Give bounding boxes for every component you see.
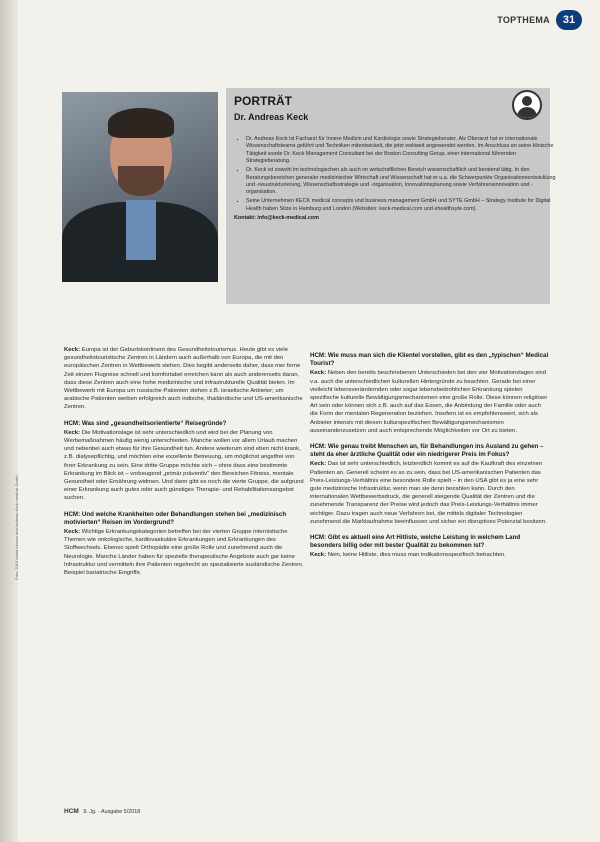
interview-answer [310, 551, 550, 559]
speaker-label: Keck: [310, 370, 327, 377]
page-header [497, 10, 582, 30]
section-label: TOPTHEMA [497, 15, 550, 25]
answer-text: Neben den bereits beschriebenen Unterschieden bei den vier Motivationslagen sind v.a. auch die unterschiedlichen kulturellen Hintergründe zu beachten. Gerade bei einer vielleicht lebensverändernden oder sogar lebensbedrohlichen Erkrankung spielen spezifische kulturelle Bewältigungsmechanismen eine große Rolle. Diese können religiöser Art sein oder können sich z.B. auch auf das Essen, die Anbindung der Familie oder auch die Form der mentalen Regeneration beziehen. Insofern ist es empfehlenswert, sich als Anbieter intensiv mit diesen kulturspezifischen Bewältigungsmechanismen auseinanderzusetzen und auch entsprechende Möglichkeiten vor Ort zu bieten. [310, 370, 548, 434]
answer-text: Das ist sehr unterschiedlich, letztendlich kommt es auf die Kaufkraft des einzelnen Patienten an. Generell scheint es so zu sein, dass bei US-amerikanischen Patienten das Preis-Leistungs-Verhältnis eine besondere Rolle spielt – in den USA gibt es ja eine sehr gute medizinische Infrastruktur, wenn man sie denn bezahlen kann. Durch den internationalen Wettbewerbsdruck, die generell steigende Qualität der Zentren und die zunehmende Transparenz der Preise wird jedoch das Preis-Leistungs-Verhältnis immer wichtiger. Dazu tragen auch neue Verfahren bei, die mittels digitaler Technologien zunehmend die Marktaufnahme beeinflussen und sicher ein disruptives Potenzial besitzen. [310, 461, 547, 525]
interview-question: HCM: Was sind „gesundheitsorientierte“ Reisegründe? [64, 419, 227, 427]
interview-question: HCM: Wie genau treibt Menschen an, für Behandlungen ins Ausland zu gehen – steht da eher ärztliche Qualität oder ein niedrigerer Preis im Fokus? [310, 443, 544, 459]
interview-answer [310, 460, 550, 526]
portrait-photo [62, 92, 218, 282]
bio-item: ▪ Dr. Andreas Keck ist Facharzt für Innere Medizin und Kardiologie sowie Strategieberater. Als Oberarzt hat er internationale Wissenschaftsteams geführt und Techniken mitentwickelt, die jetzt weltweit angewendet werden. Im Anschluss an seine klinische Tätigkeit wurde Dr. Keck Management Consultant bei der Boston Consulting Group, einer international führenden Strategieberatung. [246, 136, 556, 166]
bio-item: ▪ Seine Unternehmen KECK medical concepts und business management GmbH und SYTE GmbH – Strategy Institute for Digital Health haben Sitze in Hamburg und London (Websites: keck-medical.com und ehealthsyte.com). [246, 198, 556, 213]
speaker-label: Keck: [310, 552, 327, 559]
footer-brand: HCM [64, 808, 79, 815]
portrait-name: Dr. Andreas Keck [234, 112, 309, 122]
speaker-label: Keck: [64, 529, 81, 536]
interview-answer [310, 369, 550, 435]
footer-issue: 9. Jg. · Ausgabe 5/2018 [83, 809, 141, 815]
article-left-column [64, 346, 304, 585]
bio-contact: Kontakt: info@keck-medical.com [234, 214, 319, 221]
interview-question: HCM: Wie muss man sich die Klientel vorstellen, gibt es den „typischen“ Medical Tourist? [310, 352, 549, 368]
photo-beard-shape [118, 166, 164, 196]
answer-text: Europa ist der Geburtskontinent des Gesundheitstourismus. Heute gibt es viele gesundheitstouristische Zentren in Ländern auch außerhalb von Europa, die mit den europäischen Zentren in Wettbewerb stehen. Dies begibt anderseits daher, dass mer ferne Zeit einzen Flugreise schnell und komfortabel erreichen kann als auch andererseits daran, dass diese Zentren auch eine hohe medizinische und infrastrukturelle Qualität bieten. Im Wettbewerb mit Europa um russische Patienten stehen z.B. israelische Anbieter; um arabische Patienten werben erfolgreich auch indische, thailändische und US-amerikanische Zentren. [64, 347, 303, 411]
photo-shirt-shape [126, 200, 156, 260]
answer-text: Wichtige Erkrankungskategorien betreffen bei der vierten Gruppe internistische Themen wie onkologische, kardiovaskuläre Erkrankungen und Erkrankungen des Stoffwechsels. Ebenso spielt Orthopädie eine große Rolle und zunehmend auch die Neurologie. Manche Länder haben für spezielle therapeutische Angebote auch gar keine Infrastruktur und vermitteln ihre Patienten regelrecht an spezialisierte ausländische Zentren. Beispiel bariatrische Eingriffe. [64, 529, 304, 577]
speaker-label: Keck: [310, 461, 327, 468]
answer-text: Nein, keine Hitliste, dies muss man indikationsspezifisch betrachten. [327, 552, 506, 559]
interview-answer [64, 528, 304, 577]
portrait-box [226, 88, 556, 304]
page-footer [64, 808, 140, 815]
page-number-badge: 31 [556, 10, 582, 30]
speaker-label: Keck: [64, 429, 81, 436]
person-icon [512, 90, 542, 120]
speaker-label: Keck: [64, 347, 81, 353]
article-right-column [310, 346, 550, 568]
interview-question: HCM: Und welche Krankheiten oder Behandlungen stehen bei „medizinisch motivierten“ Reisen im Vordergrund? [64, 510, 287, 526]
interview-answer [64, 346, 304, 412]
photo-credit: Foto: 2016 Astrid Ahrens und Andreas Keck medical GmbH [14, 475, 19, 580]
photo-hair-shape [108, 108, 174, 138]
answer-text: Die Motivationslage ist sehr unterschiedlich und wird bei der Planung von Werbemaßnahmen häufig wenig unterschieden. Manche wollen vor allem Urlaub machen und nebenbei auch etwas für ihre Gesundheit tun. Andere wiederum sind eben nicht krank, z.B. dialysepflichtig, und möchten eine exzellente Betreuung, um möglichst angstfrei von ihrer Erkrankung zu sein. Eine dritte Gruppe möchte sich – ohne dass eine bestimmte Erkrankung im Blick ist – vorbeugend „primär präventiv“ den Bereichen Fitness, mentale Gesundheit oder Ernährung widmen. Und dann gibt es noch die vierte Gruppe, die aufgrund einer Erkrankung auch gutes oder auch günstiges Therapie- und Rehabilitationsangebot suchen. [64, 429, 304, 502]
bio-list [234, 136, 556, 223]
bio-item: ▪ Dr. Keck ist sowohl im technologischen als auch im wirtschaftlichen Bereich wissenschaftlich und beratend tätig. In den Beratungsbereichen generaler medizinischer Wirtschaft und Wissenschaft hat er u.a. die Schwerpunkte Organisationsentwicklung und -neustrukturierung, Wissenschaftsstrategie und -organisation, Innovationsplanung sowie Verfahrensinnovation und -organisation. [246, 167, 556, 197]
portrait-title: PORTRÄT [234, 94, 292, 108]
interview-question: HCM: Gibt es aktuell eine Art Hitliste, welche Leistung in welchem Land besonders billig oder mit bester Qualität zu bekommen ist? [310, 534, 521, 550]
interview-answer [64, 429, 304, 503]
